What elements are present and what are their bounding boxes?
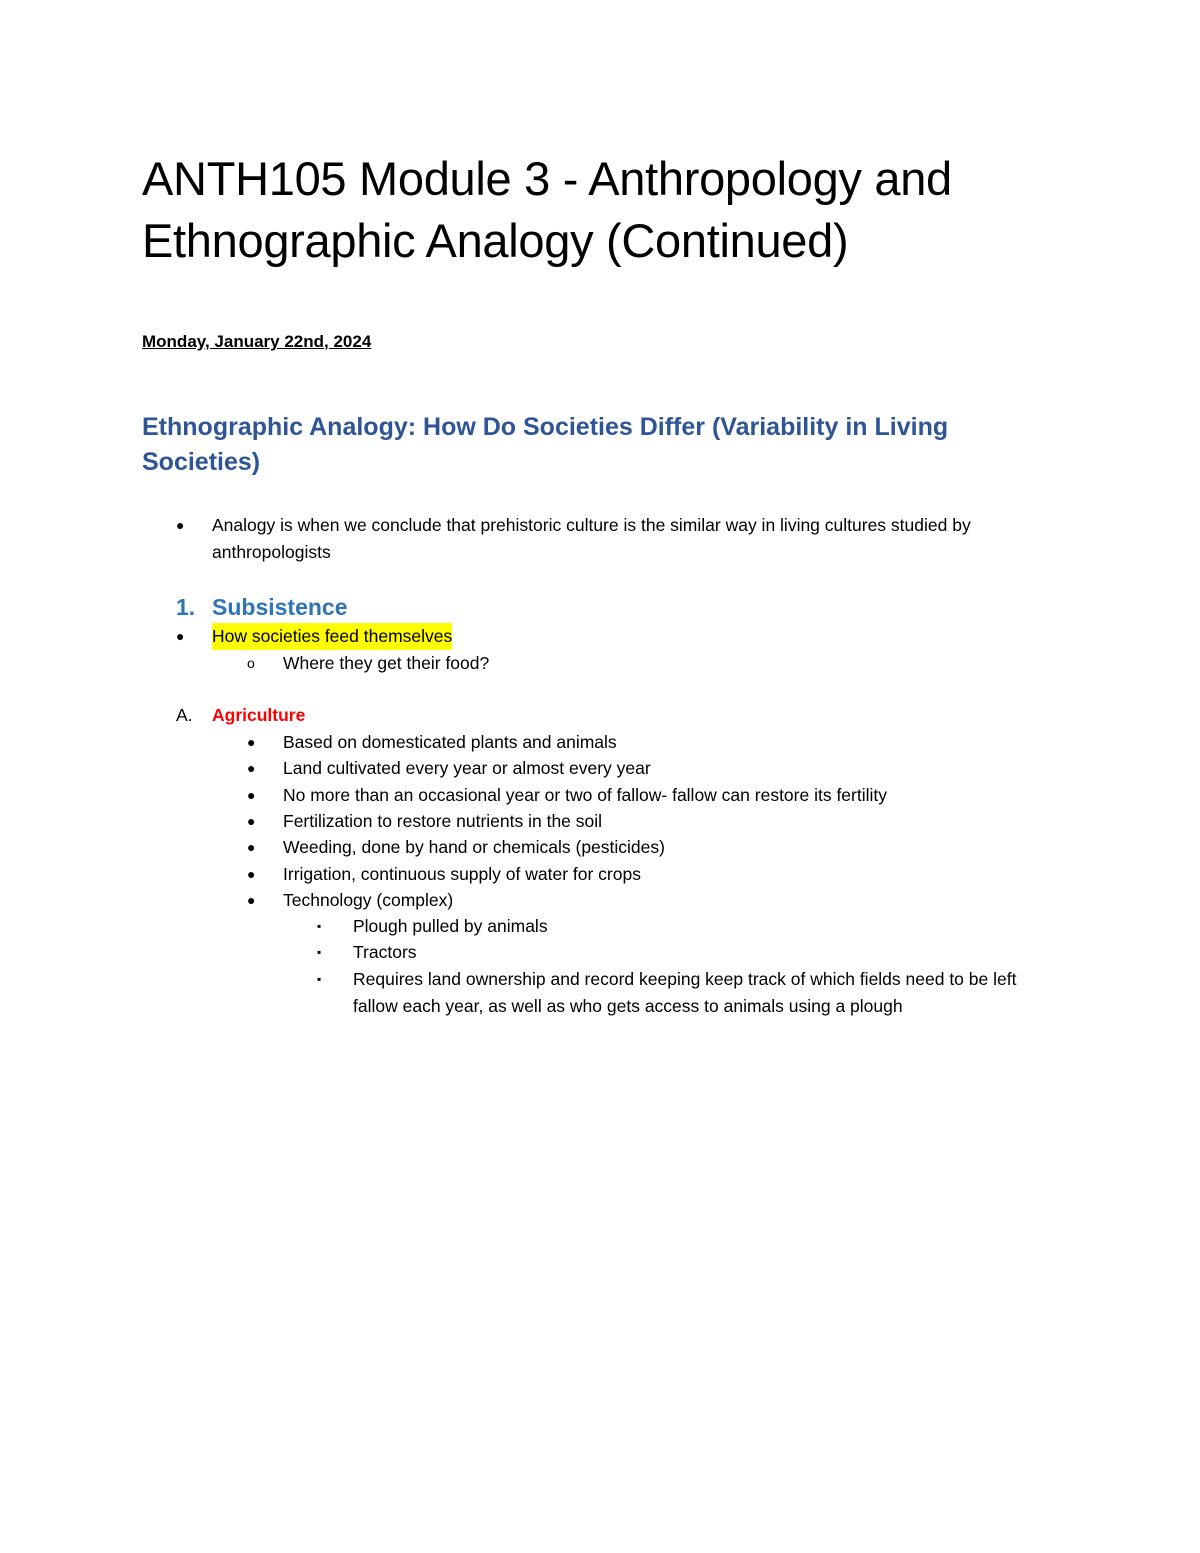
- list-item: [247, 650, 489, 677]
- technology-list-item: [317, 913, 1057, 940]
- document-title: ANTH105 Module 3 - Anthropology and Ethnographic Analogy (Continued): [142, 152, 952, 267]
- agriculture-list-item: [247, 861, 641, 888]
- subsistence-number: 1.: [176, 594, 196, 620]
- bullet-disc-icon: ●: [247, 786, 256, 803]
- bullet-disc-icon: ●: [247, 760, 256, 777]
- agriculture-item-text: Irrigation, continuous supply of water for crops: [283, 863, 641, 884]
- bullet-disc-icon: ●: [176, 517, 185, 533]
- agriculture-item-text: Land cultivated every year or almost every year: [283, 758, 651, 779]
- technology-list-item: [317, 939, 1057, 966]
- bullet-square-icon: ▪: [317, 945, 322, 959]
- technology-item-text: Plough pulled by animals: [353, 916, 548, 936]
- bullet-circle-icon: o: [247, 655, 255, 671]
- agriculture-list-item: [247, 782, 887, 809]
- agriculture-item-text: No more than an occasional year or two of fallow- fallow can restore its fertility: [283, 784, 888, 805]
- lecture-date: Monday, January 22nd, 2024: [142, 332, 372, 351]
- bullet-disc-icon: ●: [247, 734, 256, 750]
- agriculture-item-text: Technology (complex): [283, 889, 454, 910]
- agriculture-heading: [176, 702, 305, 728]
- heading-rest: How Do Societies Differ (Variability in Living Societies): [142, 413, 949, 476]
- agriculture-item-text: Weeding, done by hand or chemicals (pesticides): [283, 837, 665, 858]
- subsistence-sub-bullet-text: Where they get their food?: [283, 653, 490, 673]
- agriculture-list-item: [247, 755, 651, 782]
- subsistence-bullet-text: How societies feed themselves: [212, 623, 452, 650]
- agriculture-list-item: [247, 887, 453, 914]
- technology-list-item: [317, 966, 1057, 1019]
- bullet-disc-icon: ●: [176, 628, 185, 644]
- list-item: [176, 623, 452, 650]
- technology-item-text: Tractors: [353, 942, 417, 962]
- bullet-disc-icon: ●: [247, 865, 256, 882]
- technology-item-text: Requires land ownership and record keeping keep track of which fields need to be left fallow each year, as well as who gets access to animals using a plough: [353, 969, 1017, 1016]
- bullet-disc-icon: ●: [247, 839, 256, 856]
- agriculture-list-item: [247, 808, 602, 835]
- agriculture-item-text: Fertilization to restore nutrients in the soil: [283, 810, 603, 831]
- agriculture-list-item: [247, 834, 665, 861]
- bullet-disc-icon: ●: [247, 891, 256, 908]
- bullet-square-icon: ▪: [317, 919, 322, 933]
- list-item: [176, 512, 1066, 565]
- subsistence-heading: [176, 592, 348, 622]
- subsistence-title: Subsistence: [212, 594, 348, 620]
- section-heading: [142, 410, 1062, 480]
- heading-prefix: Ethnographic Analogy:: [142, 413, 417, 441]
- bullet-square-icon: ▪: [317, 972, 322, 986]
- agriculture-title: Agriculture: [212, 705, 306, 725]
- agriculture-item-text: Based on domesticated plants and animals: [283, 732, 617, 752]
- agriculture-list-item: [247, 729, 617, 756]
- intro-bullet-text: Analogy is when we conclude that prehistoric culture is the similar way in living cultures studied by anthropologists: [212, 515, 971, 562]
- agriculture-label: A.: [176, 705, 193, 725]
- bullet-disc-icon: ●: [247, 812, 256, 829]
